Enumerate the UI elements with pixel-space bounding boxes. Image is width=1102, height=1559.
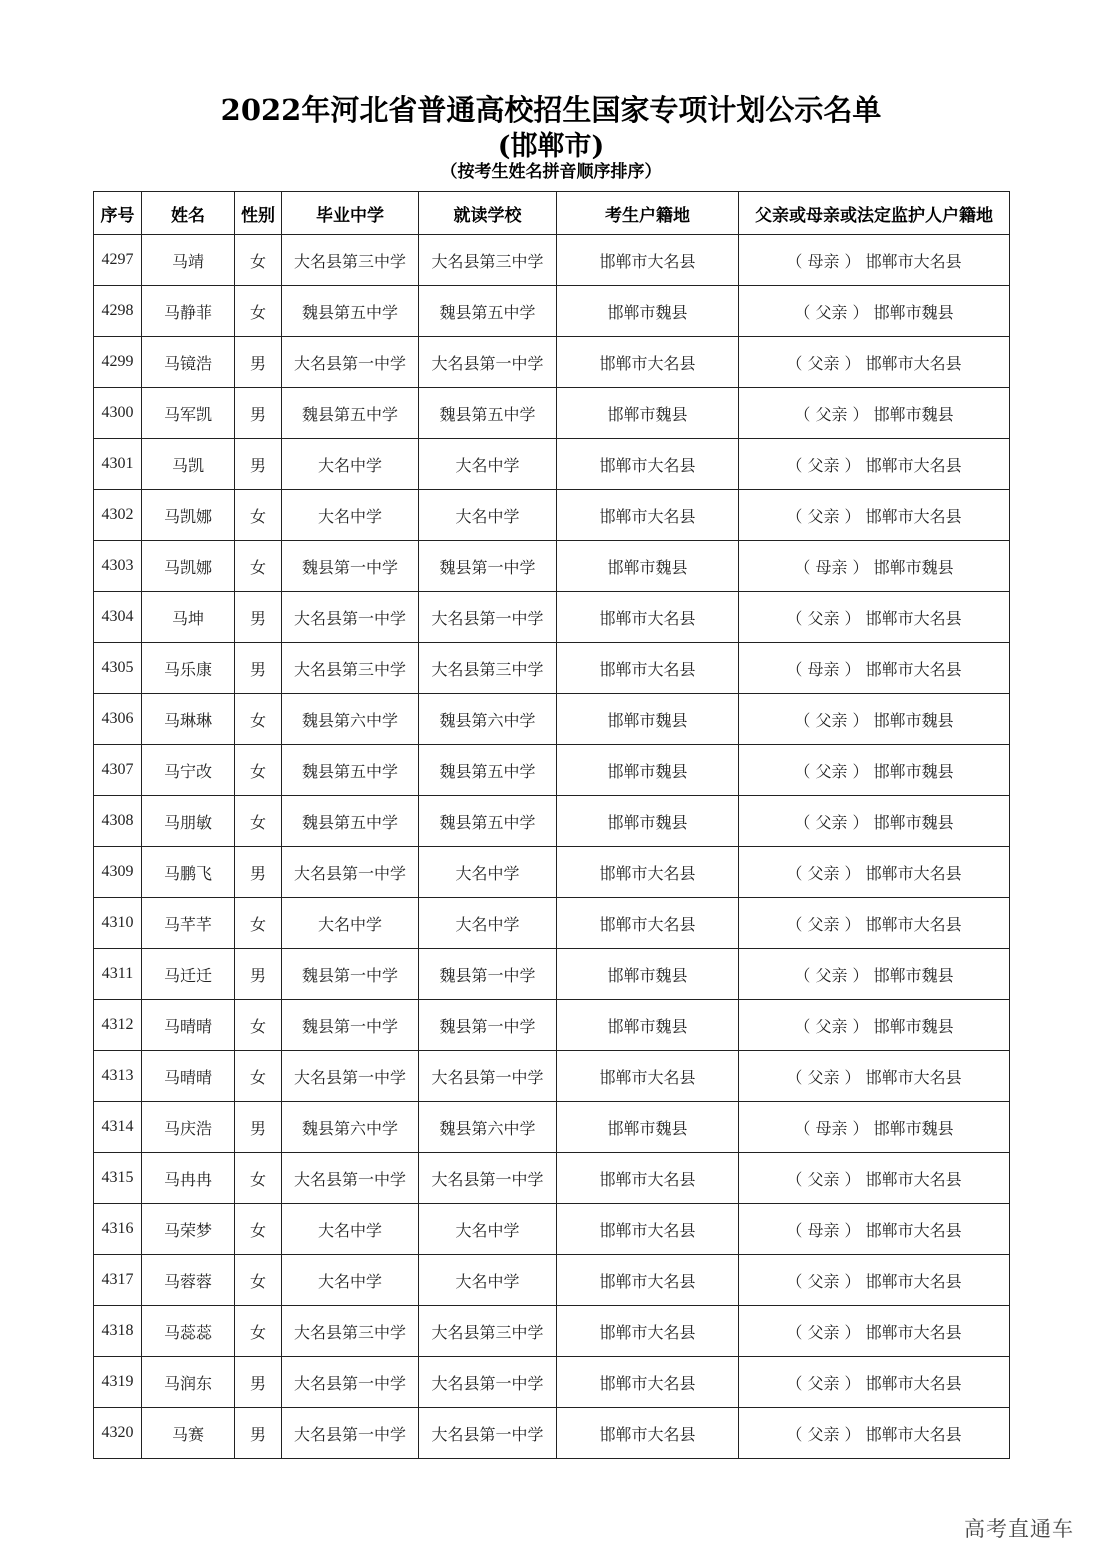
cell-serial: 4313 (94, 1051, 142, 1102)
cell-serial: 4306 (94, 694, 142, 745)
cell-current-school: 大名中学 (419, 847, 557, 898)
table-row (94, 643, 1010, 694)
cell-current-school: 魏县第五中学 (419, 745, 557, 796)
cell-household-registration: 邯郸市魏县 (557, 745, 739, 796)
cell-serial: 4303 (94, 541, 142, 592)
cell-current-school: 大名县第一中学 (419, 1357, 557, 1408)
cell-serial: 4302 (94, 490, 142, 541)
table-row (94, 592, 1010, 643)
table-row (94, 1000, 1010, 1051)
table-row (94, 796, 1010, 847)
cell-current-school: 大名中学 (419, 439, 557, 490)
cell-household-registration: 邯郸市大名县 (557, 1357, 739, 1408)
table-row (94, 541, 1010, 592)
cell-household-registration: 邯郸市大名县 (557, 898, 739, 949)
cell-guardian-registration: （ 父亲 ） 邯郸市大名县 (739, 847, 1010, 898)
cell-graduation-school: 魏县第五中学 (282, 745, 419, 796)
cell-serial: 4304 (94, 592, 142, 643)
cell-name: 马润东 (142, 1357, 235, 1408)
cell-serial: 4307 (94, 745, 142, 796)
cell-serial: 4309 (94, 847, 142, 898)
cell-guardian-registration: （ 母亲 ） 邯郸市魏县 (739, 1102, 1010, 1153)
cell-gender: 男 (235, 1408, 282, 1459)
cell-gender: 女 (235, 898, 282, 949)
cell-name: 马靖 (142, 235, 235, 286)
cell-guardian-registration: （ 母亲 ） 邯郸市大名县 (739, 235, 1010, 286)
cell-gender: 女 (235, 286, 282, 337)
cell-guardian-registration: （ 父亲 ） 邯郸市大名县 (739, 1051, 1010, 1102)
cell-guardian-registration: （ 父亲 ） 邯郸市魏县 (739, 1000, 1010, 1051)
cell-gender: 男 (235, 439, 282, 490)
table-header-row (94, 192, 1010, 235)
cell-current-school: 魏县第一中学 (419, 1000, 557, 1051)
table-row (94, 1102, 1010, 1153)
cell-serial: 4317 (94, 1255, 142, 1306)
cell-gender: 女 (235, 541, 282, 592)
cell-gender: 女 (235, 796, 282, 847)
cell-serial: 4305 (94, 643, 142, 694)
cell-graduation-school: 魏县第一中学 (282, 541, 419, 592)
cell-gender: 男 (235, 388, 282, 439)
cell-graduation-school: 大名县第一中学 (282, 847, 419, 898)
cell-serial: 4310 (94, 898, 142, 949)
table-row (94, 1306, 1010, 1357)
cell-household-registration: 邯郸市大名县 (557, 235, 739, 286)
cell-graduation-school: 大名县第一中学 (282, 1153, 419, 1204)
cell-graduation-school: 大名中学 (282, 490, 419, 541)
cell-graduation-school: 魏县第五中学 (282, 388, 419, 439)
cell-graduation-school: 大名县第三中学 (282, 643, 419, 694)
cell-current-school: 大名县第一中学 (419, 1408, 557, 1459)
table-row (94, 490, 1010, 541)
cell-name: 马庆浩 (142, 1102, 235, 1153)
cell-household-registration: 邯郸市大名县 (557, 1204, 739, 1255)
cell-serial: 4299 (94, 337, 142, 388)
cell-graduation-school: 大名县第三中学 (282, 1306, 419, 1357)
watermark: 高考直通车 (964, 1517, 1074, 1541)
cell-household-registration: 邯郸市大名县 (557, 847, 739, 898)
table-row (94, 1255, 1010, 1306)
cell-household-registration: 邯郸市大名县 (557, 490, 739, 541)
cell-household-registration: 邯郸市大名县 (557, 337, 739, 388)
cell-name: 马军凯 (142, 388, 235, 439)
cell-name: 马赛 (142, 1408, 235, 1459)
cell-gender: 女 (235, 1306, 282, 1357)
cell-graduation-school: 大名县第一中学 (282, 337, 419, 388)
cell-gender: 女 (235, 1204, 282, 1255)
cell-name: 马荣梦 (142, 1204, 235, 1255)
cell-guardian-registration: （ 父亲 ） 邯郸市大名县 (739, 439, 1010, 490)
header-serial: 序号 (94, 192, 142, 235)
cell-name: 马凯娜 (142, 490, 235, 541)
cell-graduation-school: 大名县第三中学 (282, 235, 419, 286)
cell-guardian-registration: （ 母亲 ） 邯郸市魏县 (739, 541, 1010, 592)
cell-serial: 4297 (94, 235, 142, 286)
cell-household-registration: 邯郸市魏县 (557, 541, 739, 592)
cell-serial: 4311 (94, 949, 142, 1000)
cell-current-school: 魏县第六中学 (419, 694, 557, 745)
cell-current-school: 大名县第一中学 (419, 337, 557, 388)
cell-current-school: 魏县第一中学 (419, 949, 557, 1000)
cell-household-registration: 邯郸市魏县 (557, 1000, 739, 1051)
cell-guardian-registration: （ 父亲 ） 邯郸市魏县 (739, 388, 1010, 439)
cell-current-school: 大名县第一中学 (419, 1153, 557, 1204)
cell-household-registration: 邯郸市大名县 (557, 1051, 739, 1102)
cell-household-registration: 邯郸市大名县 (557, 592, 739, 643)
cell-guardian-registration: （ 父亲 ） 邯郸市大名县 (739, 592, 1010, 643)
cell-current-school: 大名县第三中学 (419, 643, 557, 694)
table-row (94, 286, 1010, 337)
cell-serial: 4301 (94, 439, 142, 490)
cell-current-school: 魏县第六中学 (419, 1102, 557, 1153)
cell-guardian-registration: （ 父亲 ） 邯郸市大名县 (739, 490, 1010, 541)
cell-household-registration: 邯郸市魏县 (557, 796, 739, 847)
cell-serial: 4300 (94, 388, 142, 439)
cell-graduation-school: 魏县第一中学 (282, 1000, 419, 1051)
cell-graduation-school: 大名县第一中学 (282, 1051, 419, 1102)
cell-serial: 4312 (94, 1000, 142, 1051)
sort-note: （按考生姓名拼音顺序排序） (440, 162, 662, 182)
cell-household-registration: 邯郸市魏县 (557, 1102, 739, 1153)
page-subtitle: (邯郸市) (497, 131, 605, 162)
cell-graduation-school: 魏县第五中学 (282, 796, 419, 847)
cell-gender: 男 (235, 592, 282, 643)
cell-current-school: 大名县第三中学 (419, 235, 557, 286)
cell-household-registration: 邯郸市魏县 (557, 949, 739, 1000)
cell-current-school: 大名中学 (419, 490, 557, 541)
cell-household-registration: 邯郸市魏县 (557, 388, 739, 439)
table-row (94, 949, 1010, 1000)
header-current-school: 就读学校 (419, 192, 557, 235)
cell-name: 马琳琳 (142, 694, 235, 745)
cell-household-registration: 邯郸市魏县 (557, 286, 739, 337)
cell-guardian-registration: （ 母亲 ） 邯郸市大名县 (739, 1204, 1010, 1255)
table-row (94, 439, 1010, 490)
cell-guardian-registration: （ 母亲 ） 邯郸市大名县 (739, 643, 1010, 694)
header-graduation-school: 毕业中学 (282, 192, 419, 235)
cell-graduation-school: 魏县第六中学 (282, 694, 419, 745)
cell-household-registration: 邯郸市大名县 (557, 439, 739, 490)
cell-gender: 女 (235, 1000, 282, 1051)
cell-current-school: 魏县第五中学 (419, 388, 557, 439)
cell-serial: 4316 (94, 1204, 142, 1255)
cell-name: 马鹏飞 (142, 847, 235, 898)
cell-guardian-registration: （ 父亲 ） 邯郸市魏县 (739, 694, 1010, 745)
table-row (94, 898, 1010, 949)
cell-guardian-registration: （ 父亲 ） 邯郸市大名县 (739, 898, 1010, 949)
cell-guardian-registration: （ 父亲 ） 邯郸市大名县 (739, 1408, 1010, 1459)
cell-guardian-registration: （ 父亲 ） 邯郸市魏县 (739, 286, 1010, 337)
cell-graduation-school: 魏县第六中学 (282, 1102, 419, 1153)
page-title: 2022年河北省普通高校招生国家专项计划公示名单 (220, 93, 882, 127)
table-row (94, 694, 1010, 745)
cell-current-school: 魏县第五中学 (419, 796, 557, 847)
cell-name: 马晴晴 (142, 1051, 235, 1102)
cell-guardian-registration: （ 父亲 ） 邯郸市魏县 (739, 745, 1010, 796)
header-household-registration: 考生户籍地 (557, 192, 739, 235)
cell-graduation-school: 魏县第五中学 (282, 286, 419, 337)
cell-household-registration: 邯郸市大名县 (557, 1255, 739, 1306)
cell-name: 马凯娜 (142, 541, 235, 592)
cell-graduation-school: 大名县第一中学 (282, 1408, 419, 1459)
header-gender: 性别 (235, 192, 282, 235)
cell-graduation-school: 大名县第一中学 (282, 592, 419, 643)
cell-household-registration: 邯郸市大名县 (557, 1408, 739, 1459)
cell-gender: 男 (235, 949, 282, 1000)
cell-guardian-registration: （ 父亲 ） 邯郸市大名县 (739, 1357, 1010, 1408)
table-row (94, 1357, 1010, 1408)
cell-graduation-school: 大名中学 (282, 1204, 419, 1255)
cell-current-school: 大名中学 (419, 898, 557, 949)
table-row (94, 1153, 1010, 1204)
cell-name: 马芊芊 (142, 898, 235, 949)
table-row (94, 337, 1010, 388)
cell-gender: 女 (235, 1153, 282, 1204)
cell-name: 马静菲 (142, 286, 235, 337)
table-row (94, 388, 1010, 439)
cell-serial: 4320 (94, 1408, 142, 1459)
cell-serial: 4308 (94, 796, 142, 847)
cell-gender: 女 (235, 1255, 282, 1306)
cell-current-school: 大名中学 (419, 1204, 557, 1255)
cell-gender: 女 (235, 694, 282, 745)
cell-gender: 男 (235, 643, 282, 694)
cell-current-school: 大名县第一中学 (419, 1051, 557, 1102)
cell-name: 马冉冉 (142, 1153, 235, 1204)
cell-name: 马坤 (142, 592, 235, 643)
cell-guardian-registration: （ 父亲 ） 邯郸市大名县 (739, 1153, 1010, 1204)
table-row (94, 1051, 1010, 1102)
cell-serial: 4319 (94, 1357, 142, 1408)
cell-guardian-registration: （ 父亲 ） 邯郸市魏县 (739, 949, 1010, 1000)
cell-name: 马朋敏 (142, 796, 235, 847)
roster-table (93, 191, 1010, 1459)
cell-name: 马宁改 (142, 745, 235, 796)
cell-current-school: 大名县第三中学 (419, 1306, 557, 1357)
cell-graduation-school: 大名中学 (282, 439, 419, 490)
cell-current-school: 魏县第一中学 (419, 541, 557, 592)
cell-current-school: 魏县第五中学 (419, 286, 557, 337)
cell-gender: 女 (235, 235, 282, 286)
header-guardian-registration: 父亲或母亲或法定监护人户籍地 (739, 192, 1010, 235)
cell-graduation-school: 大名中学 (282, 1255, 419, 1306)
cell-graduation-school: 大名中学 (282, 898, 419, 949)
cell-gender: 女 (235, 745, 282, 796)
cell-name: 马镜浩 (142, 337, 235, 388)
table-row (94, 745, 1010, 796)
cell-gender: 男 (235, 337, 282, 388)
cell-guardian-registration: （ 父亲 ） 邯郸市魏县 (739, 796, 1010, 847)
cell-guardian-registration: （ 父亲 ） 邯郸市大名县 (739, 1255, 1010, 1306)
cell-guardian-registration: （ 父亲 ） 邯郸市大名县 (739, 337, 1010, 388)
cell-name: 马迁迁 (142, 949, 235, 1000)
table-row (94, 1204, 1010, 1255)
cell-gender: 男 (235, 1102, 282, 1153)
cell-gender: 男 (235, 1357, 282, 1408)
cell-serial: 4314 (94, 1102, 142, 1153)
cell-name: 马乐康 (142, 643, 235, 694)
cell-name: 马蓉蓉 (142, 1255, 235, 1306)
cell-name: 马凯 (142, 439, 235, 490)
cell-serial: 4298 (94, 286, 142, 337)
cell-gender: 男 (235, 847, 282, 898)
header-name: 姓名 (142, 192, 235, 235)
table-row (94, 847, 1010, 898)
cell-household-registration: 邯郸市大名县 (557, 1153, 739, 1204)
cell-graduation-school: 魏县第一中学 (282, 949, 419, 1000)
cell-name: 马蕊蕊 (142, 1306, 235, 1357)
cell-graduation-school: 大名县第一中学 (282, 1357, 419, 1408)
cell-serial: 4315 (94, 1153, 142, 1204)
cell-gender: 女 (235, 490, 282, 541)
cell-guardian-registration: （ 父亲 ） 邯郸市大名县 (739, 1306, 1010, 1357)
cell-gender: 女 (235, 1051, 282, 1102)
cell-current-school: 大名县第一中学 (419, 592, 557, 643)
table-row (94, 235, 1010, 286)
cell-household-registration: 邯郸市大名县 (557, 1306, 739, 1357)
cell-household-registration: 邯郸市魏县 (557, 694, 739, 745)
table-row (94, 1408, 1010, 1459)
cell-current-school: 大名中学 (419, 1255, 557, 1306)
cell-serial: 4318 (94, 1306, 142, 1357)
cell-name: 马晴晴 (142, 1000, 235, 1051)
cell-household-registration: 邯郸市大名县 (557, 643, 739, 694)
